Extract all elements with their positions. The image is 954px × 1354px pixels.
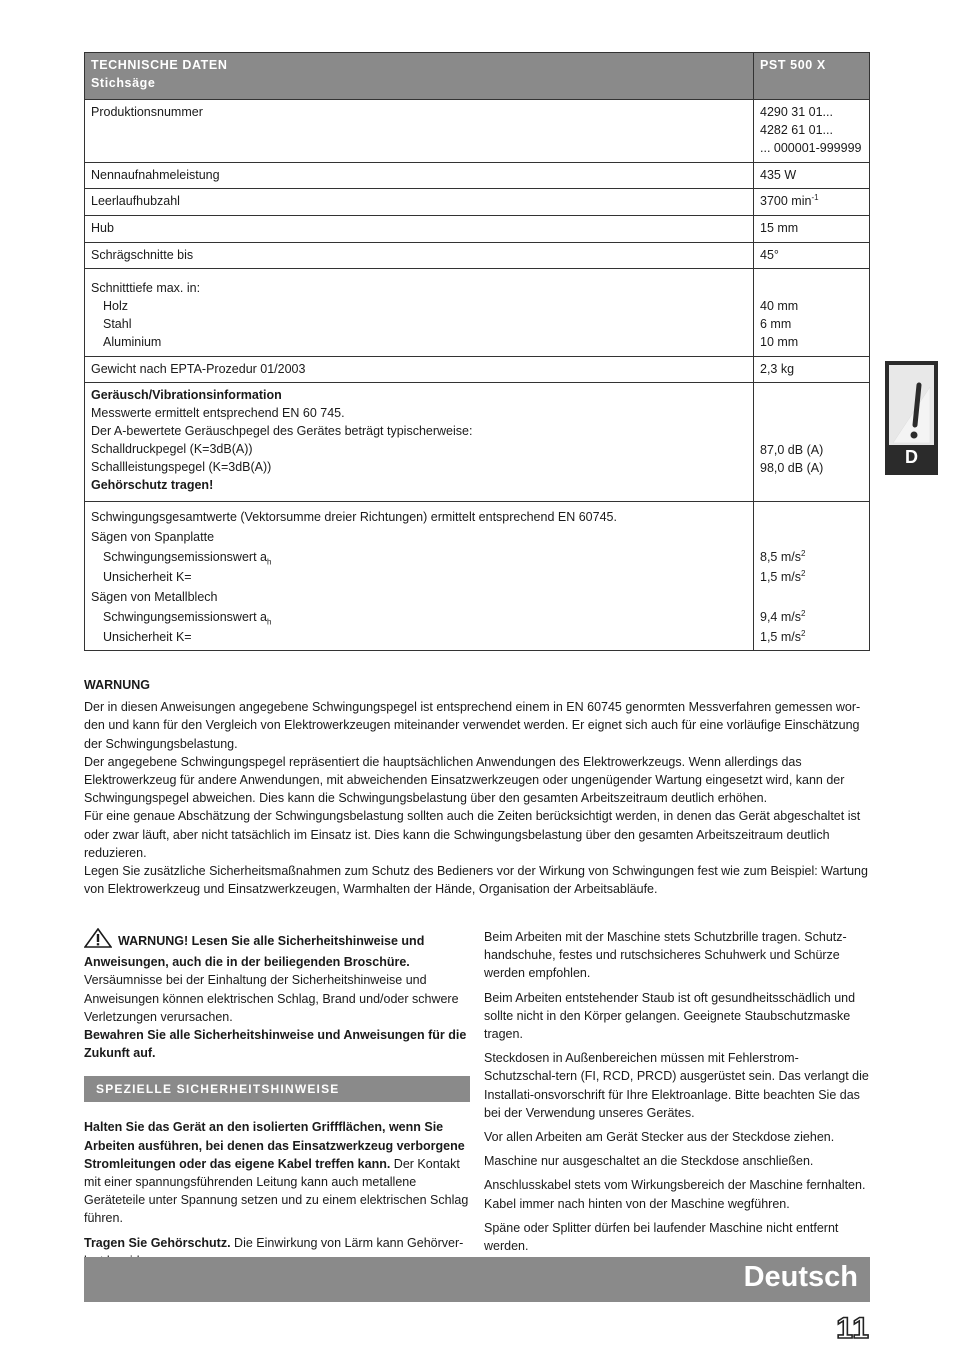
row-value [754,383,870,502]
warning-paragraph: Der angegebene Schwingungspegel repräsentiert die hauptsächlichen Anwendungen des Elektrowerkzeugs. Wenn allerdings das Elektrowerkzeug für andere Anwendungen, mit abweichenden Einsatzwerkzeugen oder ungenügender Wartung eingesetzt wird, kann der Schwingungspegel abweichen. Dies kann die Schwingungsbelastung über den gesamten Arbeitszeitraum deutlich erhöhen. [84,754,845,806]
value-superscript: 2 [801,608,806,618]
value-line [760,607,863,627]
label-line: Geräusch/Vibrationsinformation [91,388,282,402]
value-line: ... 000001-999999 [760,141,862,155]
value-line: 4282 61 01... [760,123,833,137]
section-heading: SPEZIELLE SICHERHEITSHINWEISE [84,1076,470,1102]
label-line: Schwingungsgesamtwerte (Vektorsumme dreier Richtungen) ermittelt entsprechend EN 60745. [91,510,617,524]
value-superscript: 2 [801,548,806,558]
table-header-title [85,53,754,100]
value-superscript: 2 [801,568,806,578]
left-column [84,928,470,1276]
row-label: Leerlaufhubzahl [85,189,754,216]
value-line [760,547,863,567]
value-line: 40 mm [760,299,799,313]
row-value [754,502,870,651]
general-warning-text: Versäumnisse bei der Einhaltung der Sicherheitshinweise und Anweisungen können elektrischen Schlag, Brand und/oder schwere Verletzungen verursachen. [84,973,459,1024]
header-subtitle: Stichsäge [91,76,156,90]
row-value: 2,3 kg [754,357,870,383]
row-value: 15 mm [754,216,870,243]
label-text: Schwingungsemissionswert a [103,610,267,624]
value-line: 87,0 dB (A) [760,443,824,457]
row-label: Schrägschnitte bis [85,243,754,269]
row-label: Gewicht nach EPTA-Prozedur 01/2003 [85,357,754,383]
safety-text: Der Kontakt mit einer spannungsführenden Leitung kann auch metallene Geräteteile unter Spannung setzen und zu einem elektrischen Schlag führen. [84,1156,469,1226]
general-warning-bold: WARNUNG! Lesen Sie alle Sicherheitshinweise und Anweisungen, auch die in der beiliegenden Broschüre. [84,934,425,970]
row-label [85,383,754,502]
label-line: Aluminium [103,335,162,349]
safety-paragraph: Anschlusskabel stets vom Wirkungsbereich der Maschine fernhalten. Kabel immer nach hinten von der Maschine wegführen. [484,1178,866,1211]
label-line: Schalldruckpegel (K=3dB(A)) [91,442,253,456]
header-model: PST 500 X [754,53,870,100]
label-line: Sägen von Metallblech [91,590,218,604]
value-line: 4290 31 01... [760,105,833,119]
value-superscript: 2 [801,628,806,638]
safety-paragraph: Beim Arbeiten entstehender Staub ist oft gesundheitsschädlich und sollte nicht in den Körper gelangen. Geeignete Staubschutzmaske tragen. [484,990,856,1042]
language-letter: D [905,447,918,467]
label-line: Der A-bewertete Geräuschpegel des Gerätes beträgt typischerweise: [91,424,473,438]
table-row [85,243,870,269]
warning-paragraph: Legen Sie zusätzliche Sicherheitsmaßnahmen zum Schutz des Bedieners vor der Wirkung von Schwingungen fest wie zum Beispiel: Wartung von Elektrowerkzeug und Einsatzwerkzeugen, Warmhalten der Hände, Organisation der Arbeitsabläufe. [84,864,868,897]
footer-language-bar [84,1257,870,1302]
value-superscript: -1 [811,192,819,202]
value-text: 8,5 m/s [760,550,801,564]
label-line [91,547,747,567]
warning-paragraph: Der in diesen Anweisungen angegebene Schwingungspegel ist entsprechend einem in EN 60745 genormten Messverfahren gemessen wor-den und kann für den Vergleich von Elektrowerkzeugen miteinander verwendet werden. Er eignet sich auch für eine vorläufige Einschätzung der Schwingungsbelastung. [84,700,861,751]
value-text: 9,4 m/s [760,610,801,624]
label-line: Stahl [103,317,132,331]
general-warning-keep: Bewahren Sie alle Sicherheitshinweise und Anweisungen für die Zukunft auf. [84,1028,467,1061]
value-line: 6 mm [760,317,792,331]
warning-icon [84,928,112,953]
label-subscript: h [266,557,272,567]
table-row [85,163,870,189]
vibration-warning-section [84,676,870,898]
table-row [85,357,870,383]
row-value [754,100,870,163]
warning-title: WARNUNG [84,678,150,692]
safety-paragraph: Beim Arbeiten mit der Maschine stets Schutzbrille tragen. Schutz-handschuhe, festes und rutschsicheres Schuhwerk und Schürze werden empfohlen. [484,930,847,981]
footer-language: Deutsch [743,1261,858,1293]
value-line [760,567,863,587]
safety-bold: Tragen Sie Gehörschutz. [84,1235,231,1250]
safety-paragraph: Steckdosen in Außenbereichen müssen mit Fehlerstrom-Schutzschal-tern (FI, RCD, PRCD) ausgerüstet sein. Das verlangt die Installati-onsvorschrift für Ihre Elektroanlage. Bitte beachten Sie das bei der Verwendung unseres Gerätes. [484,1051,869,1120]
label-text: Schwingungsemissionswert a [103,550,267,564]
table-row [85,269,870,357]
label-line: Holz [103,299,129,313]
value-text: 1,5 m/s [760,570,801,584]
value-text: 3700 min [760,194,812,208]
table-row [85,100,870,163]
language-side-tab [885,361,938,475]
label-line: Unsicherheit K= [103,570,192,584]
value-line [760,627,863,647]
table-row [85,189,870,216]
row-value [754,189,870,216]
row-value: 435 W [754,163,870,189]
technical-data-table [84,52,870,651]
label-line: Schnitttiefe max. in: [91,281,201,295]
label-line [91,607,747,627]
label-line: Schallleistungspegel (K=3dB(A)) [91,460,272,474]
row-label: Nennaufnahmeleistung [85,163,754,189]
warning-triangle-icon [889,365,934,445]
page-number: 11 [836,1312,870,1345]
safety-paragraph: Maschine nur ausgeschaltet an die Steckdose anschließen. [484,1154,814,1169]
value-line: 10 mm [760,335,799,349]
label-line: Unsicherheit K= [103,630,192,644]
row-value: 45° [754,243,870,269]
safety-paragraph [84,1118,470,1227]
header-title: TECHNISCHE DATEN [91,58,228,72]
table-row [85,216,870,243]
table-header-row [85,53,870,100]
label-line: Gehörschutz tragen! [91,478,214,492]
value-line: 98,0 dB (A) [760,461,824,475]
row-label [85,502,754,651]
safety-text: Die Einwirkung von Lärm kann Gehörver- [234,1235,464,1250]
value-text: 1,5 m/s [760,630,801,644]
row-label: Hub [85,216,754,243]
label-line: Sägen von Spanplatte [91,530,215,544]
label-line: Messwerte ermittelt entsprechend EN 60 745. [91,406,345,420]
safety-bold: Halten Sie das Gerät an den isolierten Griffflächen, wenn Sie Arbeiten ausführen, bei denen das Einsatzwerkzeug verborgene Stromleitungen oder das eigene Kabel treffen kann. [84,1120,465,1171]
row-value [754,269,870,357]
row-label: Produktionsnummer [85,100,754,163]
row-label [85,269,754,357]
table-row [85,383,870,502]
right-column [484,928,870,1261]
safety-paragraph: Späne oder Splitter dürfen bei laufender Maschine nicht entfernt werden. [484,1220,839,1254]
label-subscript: h [266,617,272,627]
general-warning-block [84,928,470,1062]
warning-paragraph: Für eine genaue Abschätzung der Schwingungsbelastung sollten auch die Zeiten berücksichtigt werden, in denen das Gerät abgeschaltet ist oder zwar läuft, aber nicht tatsächlich im Einsatz ist. Dies kann die Schwingungsbelastung über den gesamten Arbeitszeitraum deutlich reduzieren. [84,809,861,860]
safety-paragraph: Vor allen Arbeiten am Gerät Stecker aus der Steckdose ziehen. [484,1130,835,1145]
table-row [85,502,870,651]
